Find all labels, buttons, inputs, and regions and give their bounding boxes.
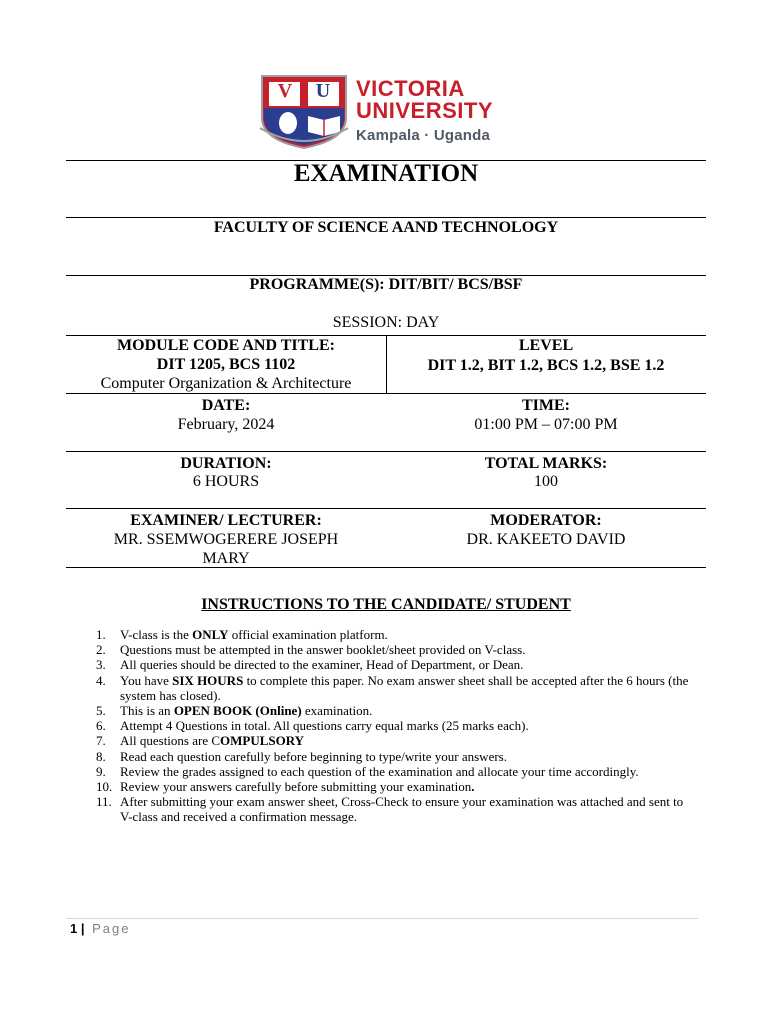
logo-letter-u: U	[315, 80, 331, 102]
instruction-number: 7.	[96, 733, 106, 749]
page-number: 1	[70, 921, 78, 936]
footer-separator: |	[80, 921, 85, 936]
instructions-title	[66, 596, 706, 614]
instruction-item	[96, 733, 696, 748]
instruction-text: Review the grades assigned to each question of the examination and allocate your time accordingly.	[120, 763, 639, 779]
date-label: DATE:	[201, 397, 251, 414]
instruction-emphasis: ONLY	[192, 627, 229, 642]
programme-line: PROGRAMME(S): DIT/BIT/ BCS/BSF	[249, 276, 523, 293]
instruction-emphasis: SIX HOURS	[172, 672, 244, 688]
instruction-text: V-class is the	[120, 627, 193, 642]
instructions-list	[96, 627, 696, 825]
instruction-emphasis: OPEN BOOK (Online)	[173, 703, 302, 719]
instruction-number: 11.	[96, 794, 112, 810]
instruction-number: 2.	[96, 642, 106, 658]
table-border	[66, 451, 706, 452]
instruction-number: 9.	[96, 763, 106, 779]
page-word: Page	[92, 921, 131, 936]
instruction-text: to complete this paper. No exam answer sheet shall be accepted after the 6 hours (the system has closed).	[120, 672, 689, 703]
instruction-item	[96, 779, 696, 794]
moderator-label: MODERATOR:	[490, 512, 602, 529]
instruction-number: 8.	[96, 748, 106, 764]
instruction-text: Read each question carefully before beginning to type/write your answers.	[120, 748, 507, 764]
module-code: DIT 1205, BCS 1102	[156, 356, 296, 373]
instruction-emphasis: OMPULSORY	[220, 733, 305, 749]
instruction-text: All queries should be directed to the examiner, Head of Department, or Dean.	[120, 657, 524, 673]
logo-wordmark	[356, 78, 493, 144]
session-line: SESSION: DAY	[332, 314, 440, 331]
instruction-text: After submitting your exam answer sheet, Cross-Check to ensure your examination was attached and sent to V-class and received a confirmation message.	[120, 794, 684, 825]
instruction-number: 6.	[96, 718, 106, 734]
logo-letter-v: V	[277, 80, 293, 102]
instruction-number: 1.	[96, 627, 106, 642]
table-border	[66, 393, 706, 394]
instruction-text: You have	[120, 672, 173, 688]
instruction-item	[96, 794, 696, 824]
table-border	[66, 567, 706, 568]
instruction-text: Review your answers carefully before submitting your examination	[120, 779, 472, 795]
exam-title: EXAMINATION	[293, 160, 479, 187]
time-value: 01:00 PM – 07:00 PM	[474, 416, 618, 433]
instruction-number: 4.	[96, 672, 106, 688]
examiner-label: EXAMINER/ LECTURER:	[130, 512, 322, 529]
crest-icon	[258, 68, 350, 150]
page-footer	[70, 921, 131, 936]
table-border	[66, 508, 706, 509]
instruction-text: Questions must be attempted in the answer booklet/sheet provided on V-class.	[120, 642, 526, 658]
logo-line-2: UNIVERSITY	[356, 98, 494, 123]
examiner-name-line-1: MR. SSEMWOGERERE JOSEPH	[113, 531, 339, 548]
level-value: DIT 1.2, BIT 1.2, BCS 1.2, BSE 1.2	[427, 357, 665, 374]
module-title: Computer Organization & Architecture	[100, 375, 352, 392]
instruction-item	[96, 627, 696, 642]
instruction-item	[96, 673, 696, 703]
time-label: TIME:	[522, 397, 570, 414]
instruction-item	[96, 657, 696, 672]
university-logo	[258, 68, 518, 150]
level-label: LEVEL	[518, 337, 574, 354]
instruction-item	[96, 764, 696, 779]
duration-value: 6 HOURS	[192, 473, 260, 490]
instruction-number: 10.	[96, 779, 113, 795]
instruction-number: 3.	[96, 657, 106, 673]
total-marks-label: TOTAL MARKS:	[484, 455, 608, 472]
divider	[66, 217, 706, 218]
instructions-title-text: INSTRUCTIONS TO THE CANDIDATE/ STUDENT	[201, 596, 571, 613]
instruction-text: official examination platform.	[228, 627, 388, 642]
instruction-text: Attempt 4 Questions in total. All questions carry equal marks (25 marks each).	[120, 718, 529, 734]
faculty-name: FACULTY OF SCIENCE AAND TECHNOLOGY	[213, 219, 559, 236]
instruction-item	[96, 642, 696, 657]
instruction-text: examination.	[301, 703, 373, 719]
instruction-emphasis: .	[471, 779, 475, 795]
logo-line-1: VICTORIA	[356, 76, 465, 101]
instruction-text: This is an	[120, 703, 174, 719]
instruction-number: 5.	[96, 703, 106, 719]
date-value: February, 2024	[177, 416, 275, 433]
footer-divider	[66, 918, 698, 919]
instruction-item	[96, 749, 696, 764]
total-marks-value: 100	[534, 473, 558, 490]
logo-line-3: Kampala · Uganda	[356, 127, 491, 144]
instruction-item	[96, 718, 696, 733]
duration-label: DURATION:	[180, 455, 272, 472]
examiner-name-line-2: MARY	[202, 550, 250, 567]
instruction-text: All questions are C	[120, 733, 221, 749]
instruction-item	[96, 703, 696, 718]
module-label: MODULE CODE AND TITLE:	[117, 337, 335, 354]
moderator-name: DR. KAKEETO DAVID	[466, 531, 626, 548]
